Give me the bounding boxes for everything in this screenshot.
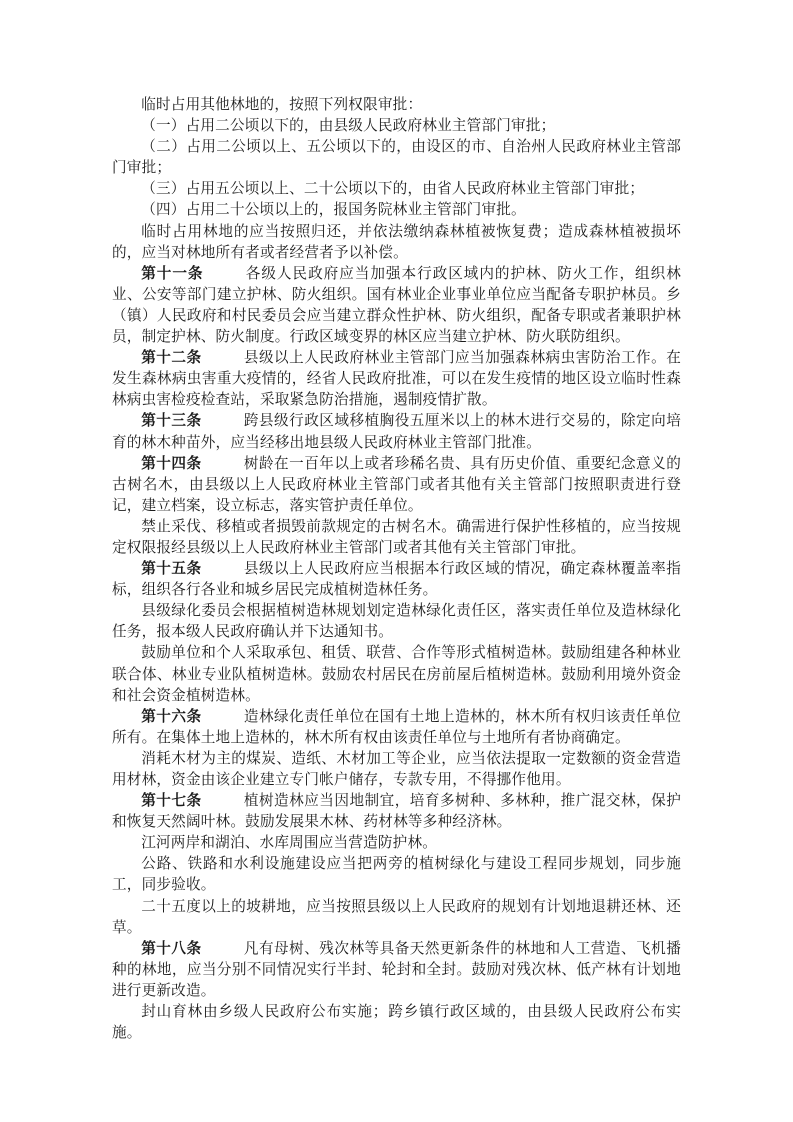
article-number: 第十三条 <box>141 413 202 430</box>
paragraph <box>112 222 681 264</box>
paragraph <box>112 643 681 706</box>
paragraph-text: 县级以上人民政府应当根据本行政区域的情况，确定森林覆盖率指标，组织各行各业和城乡居民完成植树造林任务。 <box>112 561 681 599</box>
article-number: 第十六条 <box>141 708 202 725</box>
paragraph-text: 公路、铁路和水利设施建设应当把两旁的植树绿化与建设工程同步规划，同步施工，同步验收。 <box>112 856 681 894</box>
paragraph-text: 消耗木材为主的煤炭、造纸、木材加工等企业，应当依法提取一定数额的资金营造用材林，资金由该企业建立专门帐户储存，专款专用，不得挪作他用。 <box>112 750 681 788</box>
paragraph-text: 禁止采伐、移植或者损毁前款规定的古树名木。确需进行保护性移植的，应当按规定权限报经县级以上人民政府林业主管部门或者其他有关主管部门审批。 <box>112 518 681 556</box>
paragraph-text: （三）占用五公顷以上、二十公顷以下的，由省人民政府林业主管部门审批； <box>141 181 645 198</box>
paragraph-text: （四）占用二十公顷以上的，报国务院林业主管部门审批。 <box>141 202 526 219</box>
paragraph-text: 临时占用其他林地的，按照下列权限审批： <box>141 97 423 113</box>
article-number: 第十二条 <box>141 350 202 367</box>
paragraph-text: 树龄在一百年以上或者珍稀名贵、具有历史价值、重要纪念意义的古树名木，由县级以上人民政府林业主管部门或者其他有关主管部门按照职责进行登记，建立档案，设立标志，落实管护责任单位。 <box>112 455 681 514</box>
paragraph <box>112 601 681 643</box>
paragraph-text: 封山育林由乡级人民政府公布实施；跨乡镇行政区域的，由县级人民政府公布实施。 <box>112 1004 681 1042</box>
paragraph <box>112 116 681 137</box>
article-number: 第十七条 <box>141 793 202 810</box>
legal-text-block <box>112 95 681 1044</box>
paragraph <box>112 749 681 791</box>
article-number: 第十五条 <box>141 561 202 578</box>
paragraph-text: 江河两岸和湖泊、水库周围应当营造防护林。 <box>141 835 438 852</box>
paragraph-text: 鼓励单位和个人采取承包、租赁、联营、合作等形式植树造林。鼓励组建各种林业联合体、林业专业队植树造林。鼓励农村居民在房前屋后植树造林。鼓励利用境外资金和社会资金植树造林。 <box>112 645 681 704</box>
paragraph-text: 县级以上人民政府林业主管部门应当加强森林病虫害防治工作。在发生森林病虫害重大疫情的，经省人民政府批准，可以在发生疫情的地区设立临时性森林病虫害检疫检查站，采取紧急防治措施，遏制疫情扩散。 <box>112 350 681 409</box>
paragraph <box>112 897 681 939</box>
paragraph <box>112 791 681 833</box>
paragraph <box>112 179 681 200</box>
paragraph-text: 植树造林应当因地制宜，培育多树种、多林种，推广混交林，保护和恢复天然阔叶林。鼓励发展果木林、药材林等多种经济林。 <box>112 793 681 831</box>
paragraph <box>112 95 681 116</box>
paragraph <box>112 517 681 559</box>
paragraph <box>112 559 681 601</box>
paragraph-text: 造林绿化责任单位在国有土地上造林的，林木所有权归该责任单位所有。在集体土地上造林的，林木所有权由该责任单位与土地所有者协商确定。 <box>112 708 681 746</box>
paragraph-text: 县级绿化委员会根据植树造林规划划定造林绿化责任区，落实责任单位及造林绿化任务，报本级人民政府确认并下达通知书。 <box>112 603 681 641</box>
article-number: 第十八条 <box>141 940 202 957</box>
paragraph-text: （一）占用二公顷以下的，由县级人民政府林业主管部门审批； <box>141 118 556 135</box>
paragraph <box>112 348 681 411</box>
paragraph <box>112 1002 681 1044</box>
paragraph <box>112 200 681 221</box>
paragraph-text: 凡有母树、残次林等具备天然更新条件的林地和人工营造、飞机播种的林地，应当分别不同情况实行半封、轮封和全封。鼓励对残次林、低产林有计划地进行更新改造。 <box>112 940 681 999</box>
paragraph <box>112 854 681 896</box>
paragraph <box>112 454 681 517</box>
paragraph-text: （二）占用二公顷以上、五公顷以下的，由设区的市、自治州人民政府林业主管部门审批； <box>112 139 681 177</box>
paragraph-text: 二十五度以上的坡耕地，应当按照县级以上人民政府的规划有计划地退耕还林、还草。 <box>112 898 681 936</box>
paragraph <box>112 939 681 1002</box>
article-number: 第十四条 <box>141 455 202 472</box>
paragraph <box>112 707 681 749</box>
paragraph-text: 跨县级行政区域移植胸役五厘米以上的林木进行交易的，除定向培育的林木种苗外，应当经移出地县级人民政府林业主管部门批准。 <box>112 413 681 451</box>
article-number: 第十一条 <box>141 265 204 282</box>
paragraph <box>112 137 681 179</box>
paragraph-text: 各级人民政府应当加强本行政区域内的护林、防火工作，组织林业、公安等部门建立护林、防火组织。国有林业企业事业单位应当配备专职护林员。乡（镇）人民政府和村民委员会应当建立群众性护林、防火组织，配备专职或者兼职护林员，制定护林、防火制度。行政区域变界的林区应当建立护林、防火联防组织。 <box>112 265 681 346</box>
paragraph <box>112 411 681 453</box>
paragraph <box>112 264 681 348</box>
paragraph <box>112 833 681 854</box>
paragraph-text: 临时占用林地的应当按照归还，并依法缴纳森林植被恢复费；造成森林植被损坏的，应当对林地所有者或者经营者予以补偿。 <box>112 223 681 261</box>
